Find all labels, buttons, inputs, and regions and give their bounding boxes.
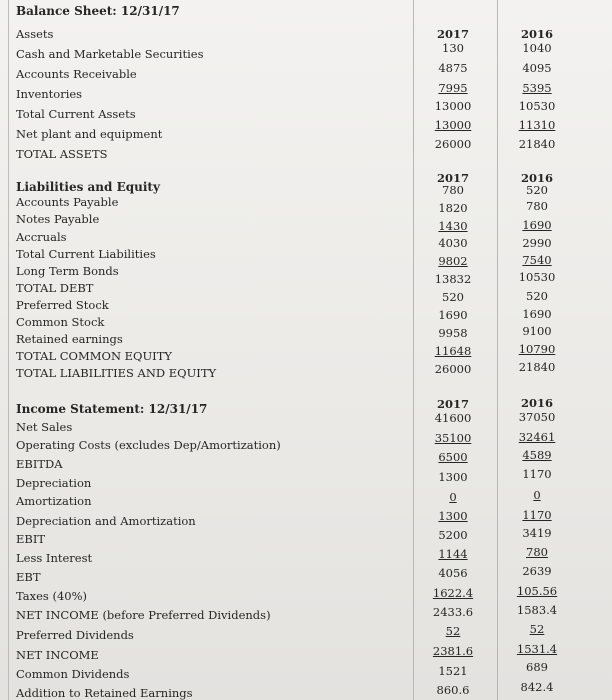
- value-2017: 1622.4: [432, 586, 474, 600]
- liabilities-header: Liabilities and Equity: [16, 180, 160, 194]
- value-2017: 4030: [438, 236, 468, 250]
- year-header-2016: 2016: [520, 171, 553, 185]
- value-2016: 689: [526, 660, 548, 674]
- row-label: EBT: [16, 570, 41, 584]
- value-2016: 2990: [522, 236, 552, 250]
- value-2017: 2433.6: [432, 605, 474, 619]
- row-label: Accounts Receivable: [16, 67, 137, 81]
- year-header-2016: 2016: [520, 27, 553, 41]
- value-2016: 1531.4: [516, 642, 558, 656]
- value-2017: 1300: [438, 509, 468, 523]
- value-2016: 0: [533, 488, 541, 502]
- value-2017: 26000: [434, 137, 472, 151]
- value-2016: 21840: [518, 360, 556, 374]
- value-2017: 26000: [434, 362, 472, 376]
- value-2016: 105.56: [516, 584, 558, 598]
- value-2017: 4056: [438, 566, 468, 580]
- value-2016: 32461: [518, 430, 556, 444]
- value-2016: 842.4: [520, 680, 554, 694]
- value-2016: 1170: [522, 508, 552, 522]
- value-2016: 10790: [518, 342, 556, 356]
- year-header-2017: 2017: [436, 171, 469, 185]
- row-label: Accruals: [16, 230, 67, 244]
- value-2016: 37050: [518, 410, 556, 424]
- row-label: EBITDA: [16, 457, 63, 471]
- value-2016: 780: [526, 545, 548, 559]
- row-label: TOTAL COMMON EQUITY: [16, 349, 172, 363]
- value-2016: 1690: [522, 307, 552, 321]
- value-2017: 520: [442, 290, 464, 304]
- row-label: NET INCOME: [16, 648, 99, 662]
- year-header-2017: 2017: [436, 397, 469, 411]
- value-2016: 7540: [522, 253, 552, 267]
- row-label: Long Term Bonds: [16, 264, 119, 278]
- value-2017: 5200: [438, 528, 468, 542]
- row-label: Net Sales: [16, 420, 73, 434]
- row-label: Total Current Assets: [16, 107, 136, 121]
- value-2016: 3419: [522, 526, 552, 540]
- row-label: Preferred Dividends: [16, 628, 134, 642]
- value-2017: 52: [445, 624, 461, 638]
- value-2016: 520: [526, 183, 548, 197]
- value-2017: 9802: [438, 254, 468, 268]
- row-label: Taxes (40%): [16, 589, 88, 603]
- value-2017: 1820: [438, 201, 468, 215]
- value-2016: 4095: [522, 61, 552, 75]
- row-label: EBIT: [16, 532, 46, 546]
- value-2017: 1144: [438, 547, 468, 561]
- value-2017: 2381.6: [432, 644, 474, 658]
- value-2016: 1170: [522, 467, 552, 481]
- year-header-2017: 2017: [436, 27, 469, 41]
- row-label: Less Interest: [16, 551, 93, 565]
- row-label: Addition to Retained Earnings: [16, 686, 193, 700]
- value-2016: 11310: [518, 118, 556, 132]
- value-2017: 35100: [434, 431, 472, 445]
- value-2016: 2639: [522, 564, 552, 578]
- value-2017: 780: [442, 183, 464, 197]
- value-2016: 10530: [518, 270, 556, 284]
- row-label: Cash and Marketable Securities: [16, 47, 204, 61]
- balance-sheet-title: Balance Sheet: 12/31/17: [16, 4, 180, 18]
- value-2017: 860.6: [436, 683, 470, 697]
- value-2017: 0: [449, 490, 457, 504]
- value-2017: 7995: [438, 81, 468, 95]
- value-2017: 13000: [434, 99, 472, 113]
- value-2017: 13832: [434, 272, 472, 286]
- row-label: Common Stock: [16, 315, 105, 329]
- value-2017: 1690: [438, 308, 468, 322]
- value-2016: 780: [526, 199, 548, 213]
- value-2017: 4875: [438, 61, 468, 75]
- value-2017: 6500: [438, 450, 468, 464]
- row-label: Amortization: [16, 494, 92, 508]
- row-label: Accounts Payable: [16, 195, 119, 209]
- value-2016: 9100: [522, 324, 552, 338]
- value-2017: 1521: [438, 664, 468, 678]
- value-2017: 1430: [438, 219, 468, 233]
- row-label: Total Current Liabilities: [16, 247, 156, 261]
- value-2017: 13000: [434, 118, 472, 132]
- row-label: Common Dividends: [16, 667, 130, 681]
- value-2016: 21840: [518, 137, 556, 151]
- row-label: TOTAL LIABILITIES AND EQUITY: [16, 366, 217, 380]
- value-2016: 5395: [522, 81, 552, 95]
- row-label: Notes Payable: [16, 212, 100, 226]
- value-2016: 4589: [522, 448, 552, 462]
- row-label: Inventories: [16, 87, 83, 101]
- value-2016: 520: [526, 289, 548, 303]
- row-label: Retained earnings: [16, 332, 123, 346]
- value-2017: 9958: [438, 326, 468, 340]
- value-2017: 11648: [434, 344, 472, 358]
- row-label: TOTAL DEBT: [16, 281, 94, 295]
- row-label: Net plant and equipment: [16, 127, 163, 141]
- value-2016: 52: [529, 622, 545, 636]
- income-statement-title: Income Statement: 12/31/17: [16, 402, 208, 416]
- year-header-2016: 2016: [520, 396, 553, 410]
- assets-header: Assets: [16, 27, 54, 41]
- value-2016: 10530: [518, 99, 556, 113]
- row-label: TOTAL ASSETS: [16, 147, 108, 161]
- value-2017: 130: [442, 41, 464, 55]
- value-2016: 1040: [522, 41, 552, 55]
- value-2016: 1690: [522, 218, 552, 232]
- row-label: Preferred Stock: [16, 298, 109, 312]
- value-2017: 41600: [434, 411, 472, 425]
- row-label: NET INCOME (before Preferred Dividends): [16, 608, 271, 622]
- row-label: Depreciation and Amortization: [16, 514, 196, 528]
- row-label: Operating Costs (excludes Dep/Amortization): [16, 438, 281, 452]
- value-2016: 1583.4: [516, 603, 558, 617]
- row-label: Depreciation: [16, 476, 92, 490]
- value-2017: 1300: [438, 470, 468, 484]
